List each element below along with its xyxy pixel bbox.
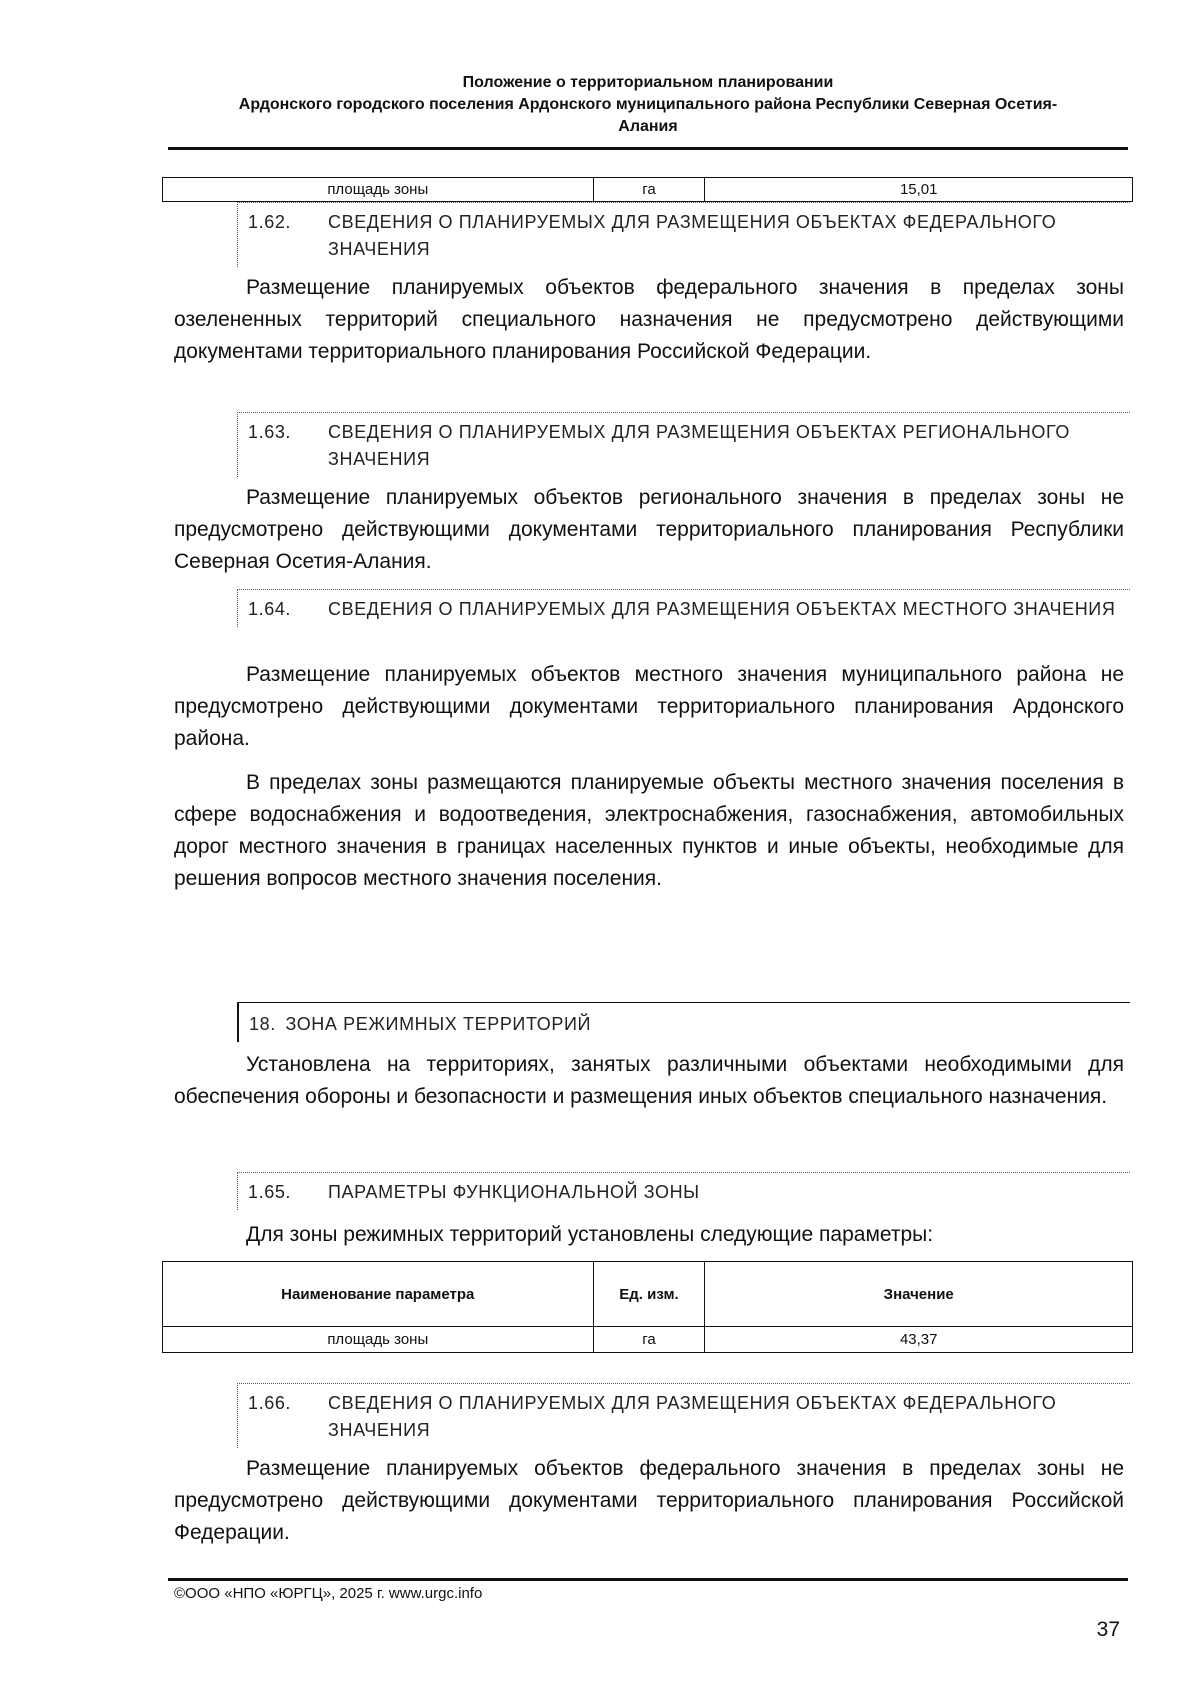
table-cell-value: 15,01: [705, 178, 1133, 202]
footer-rule: [168, 1578, 1128, 1581]
section-heading-1-64: [237, 589, 1130, 627]
paragraph-1-64-a: Размещение планируемых объектов местного значения муниципального района не предусмотрено действующими документами территориального планирования Ардонского района.: [174, 663, 1124, 750]
section-title: СВЕДЕНИЯ О ПЛАНИРУЕМЫХ ДЛЯ РАЗМЕЩЕНИЯ ОБЪЕКТАХ ФЕДЕРАЛЬНОГО ЗНАЧЕНИЯ: [328, 212, 1057, 259]
table-cell-name: площадь зоны: [163, 1327, 594, 1353]
section-heading-1-62: [237, 202, 1130, 267]
paragraph-1-66: Размещение планируемых объектов федерального значения в пределах зоны не предусмотрено действующими документами территориального планирования Российской Федерации.: [174, 1457, 1124, 1544]
paragraph-1-64-b: В пределах зоны размещаются планируемые объекты местного значения поселения в сфере водоснабжения и водоотведения, электроснабжения, газоснабжения, автомобильных дорог местного значения в границах населенных пунктов и иные объекты, необходимые для решения вопросов местного значения поселения.: [174, 771, 1124, 890]
params-table: [162, 1261, 1133, 1353]
header-line-2: Ардонского городского поселения Ардонского муниципального района Республики Северная Осетия-: [238, 96, 1058, 113]
table-cell-unit: га: [593, 1327, 705, 1353]
section-heading-1-63: [237, 412, 1130, 477]
paragraph-1-65: Для зоны режимных территорий установлены следующие параметры:: [246, 1223, 934, 1246]
paragraph-1-62: Размещение планируемых объектов федерального значения в пределах зоны озелененных территорий специального назначения не предусмотрено действующими документами территориального планирования Российской Федерации.: [174, 276, 1124, 363]
table-header-row: [163, 1262, 1133, 1327]
section-title: СВЕДЕНИЯ О ПЛАНИРУЕМЫХ ДЛЯ РАЗМЕЩЕНИЯ ОБЪЕКТАХ МЕСТНОГО ЗНАЧЕНИЯ: [328, 599, 1116, 619]
header-line-1: Положение о территориальном планировании: [462, 74, 834, 91]
paragraph-18: Установлена на территориях, занятых различными объектами необходимыми для обеспечения обороны и безопасности и размещения иных объектов специального назначения.: [174, 1053, 1124, 1108]
section-title: СВЕДЕНИЯ О ПЛАНИРУЕМЫХ ДЛЯ РАЗМЕЩЕНИЯ ОБЪЕКТАХ РЕГИОНАЛЬНОГО ЗНАЧЕНИЯ: [328, 422, 1070, 469]
header-line-3: Алания: [618, 118, 678, 135]
section-number: 1.63.: [248, 422, 292, 442]
section-title: ПАРАМЕТРЫ ФУНКЦИОНАЛЬНОЙ ЗОНЫ: [328, 1182, 700, 1202]
section-title: ЗОНА РЕЖИМНЫХ ТЕРРИТОРИЙ: [285, 1014, 592, 1034]
paragraph-1-63: Размещение планируемых объектов регионального значения в пределах зоны не предусмотрено действующими документами территориального планирования Республики Северная Осетия-Алания.: [174, 486, 1124, 573]
section-heading-1-65: [237, 1172, 1130, 1210]
section-number: 1.65.: [248, 1182, 292, 1202]
header-rule: [168, 147, 1128, 150]
table-cell-name: площадь зоны: [163, 178, 594, 202]
section-number: 18.: [249, 1014, 276, 1034]
section-number: 1.62.: [248, 212, 292, 232]
page-number: 37: [1096, 1618, 1120, 1641]
table-row: [163, 1327, 1133, 1353]
table-cell-unit: га: [593, 178, 705, 202]
section-heading-18: [237, 1002, 1130, 1042]
top-params-table: [162, 177, 1133, 202]
table-header-unit: Ед. изм.: [593, 1262, 705, 1327]
section-title: СВЕДЕНИЯ О ПЛАНИРУЕМЫХ ДЛЯ РАЗМЕЩЕНИЯ ОБЪЕКТАХ ФЕДЕРАЛЬНОГО ЗНАЧЕНИЯ: [328, 1393, 1057, 1440]
table-cell-value: 43,37: [705, 1327, 1133, 1353]
section-number: 1.64.: [248, 599, 292, 619]
section-number: 1.66.: [248, 1393, 292, 1413]
table-row: [163, 178, 1133, 202]
section-heading-1-66: [237, 1383, 1130, 1448]
table-header-value: Значение: [705, 1262, 1133, 1327]
table-header-name: Наименование параметра: [163, 1262, 594, 1327]
footer-copyright: ©ООО «НПО «ЮРГЦ», 2025 г. www.urgc.info: [174, 1585, 483, 1602]
page-header: [168, 72, 1128, 138]
